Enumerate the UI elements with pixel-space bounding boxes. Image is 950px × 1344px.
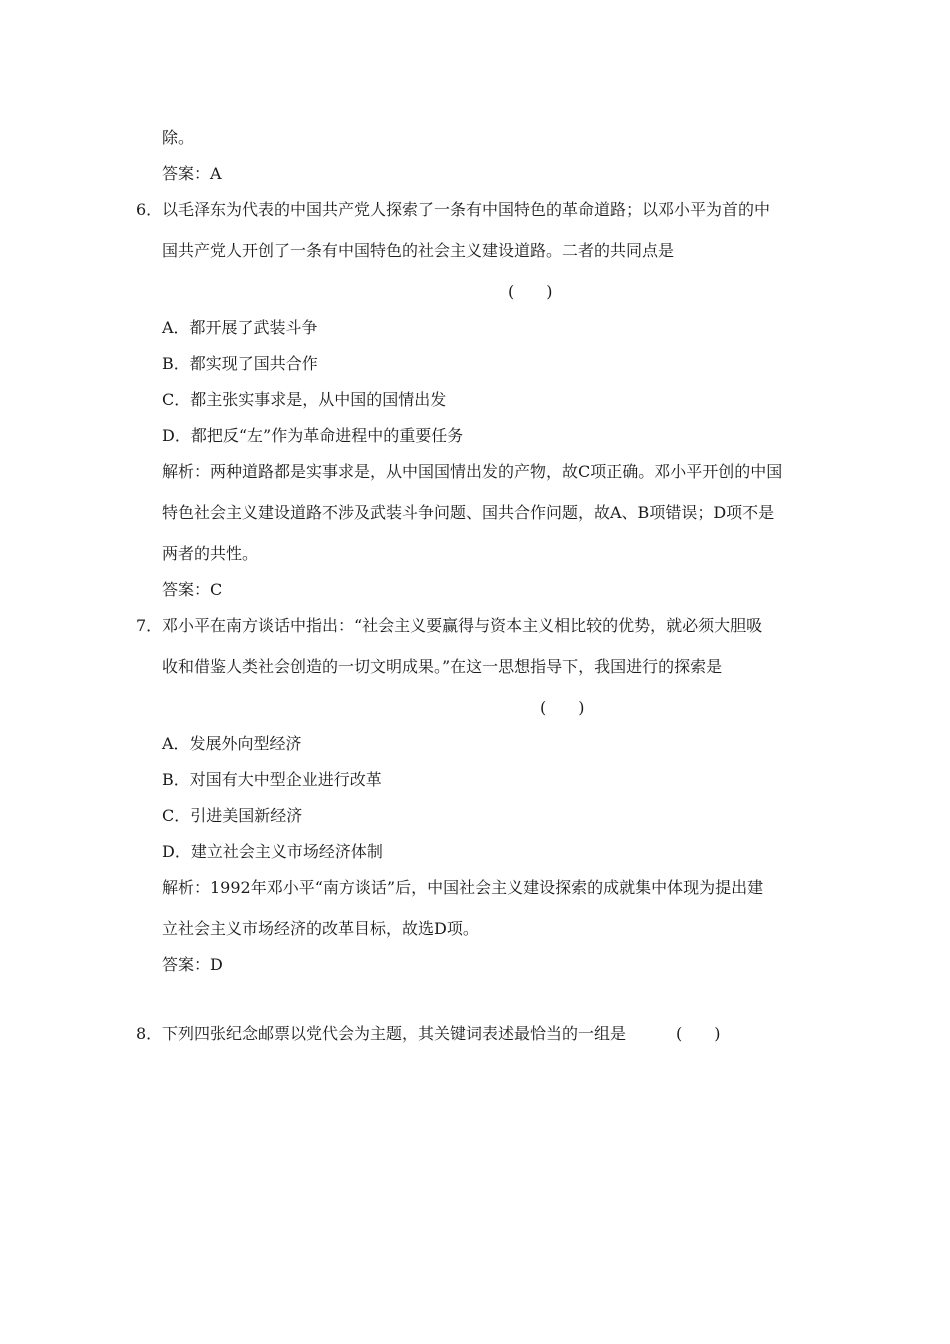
- question-6-number: 6．: [136, 200, 163, 219]
- question-6-analysis-line-2: 特色社会主义建设道路不涉及武装斗争问题、国共合作问题，故A、B项错误；D项不是: [162, 503, 775, 522]
- question-7-option-d: D．建立社会主义市场经济体制: [162, 842, 383, 861]
- question-6-option-b: B．都实现了国共合作: [162, 354, 318, 373]
- question-8-stem-line-1: 下列四张纪念邮票以党代会为主题，其关键词表述最恰当的一组是: [162, 1024, 627, 1043]
- question-6-option-d: D．都把反“左”作为革命进程中的重要任务: [162, 426, 464, 445]
- question-7-option-c: C．引进美国新经济: [162, 806, 303, 825]
- prev-answer: 答案：A: [162, 164, 222, 183]
- question-8-answer-blank: ( ): [676, 1024, 721, 1043]
- question-8-number: 8．: [136, 1024, 163, 1043]
- question-6-option-a: A．都开展了武装斗争: [162, 318, 318, 337]
- question-7-stem-line-1: 邓小平在南方谈话中指出：“社会主义要赢得与资本主义相比较的优势，就必须大胆吸: [162, 616, 763, 635]
- question-7-analysis-line-1: 解析：1992年邓小平“南方谈话”后，中国社会主义建设探索的成就集中体现为提出建: [162, 878, 764, 897]
- prev-analysis-tail: 除。: [162, 128, 195, 147]
- question-6-analysis-line-1: 解析：两种道路都是实事求是，从中国国情出发的产物，故C项正确。邓小平开创的中国: [162, 462, 783, 481]
- question-6-answer-blank: ( ): [508, 282, 553, 301]
- question-6-stem-line-2: 国共产党人开创了一条有中国特色的社会主义建设道路。二者的共同点是: [162, 241, 675, 260]
- question-7-answer: 答案：D: [162, 955, 223, 974]
- question-7-number: 7．: [136, 616, 163, 635]
- question-7-analysis-line-2: 立社会主义市场经济的改革目标，故选D项。: [162, 919, 479, 938]
- question-6-analysis-line-3: 两者的共性。: [162, 544, 259, 563]
- question-7-answer-blank: ( ): [540, 698, 585, 717]
- question-6-option-c: C．都主张实事求是，从中国的国情出发: [162, 390, 447, 409]
- question-6-stem-line-1: 以毛泽东为代表的中国共产党人探索了一条有中国特色的革命道路；以邓小平为首的中: [162, 200, 771, 219]
- question-7-option-a: A．发展外向型经济: [162, 734, 302, 753]
- question-7-stem-line-2: 收和借鉴人类社会创造的一切文明成果。”在这一思想指导下，我国进行的探索是: [162, 657, 723, 676]
- question-6-answer: 答案：C: [162, 580, 223, 599]
- question-7-option-b: B．对国有大中型企业进行改革: [162, 770, 382, 789]
